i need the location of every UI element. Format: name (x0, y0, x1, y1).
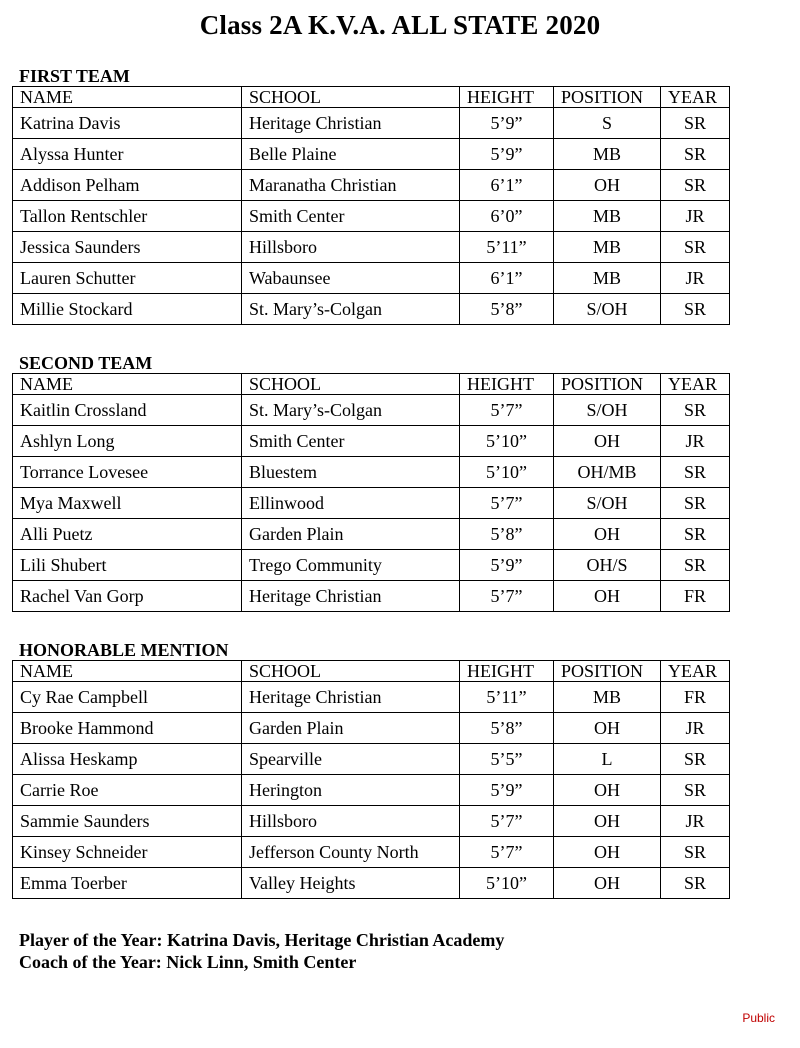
cell-position: S/OH (554, 395, 661, 426)
cell-year: FR (661, 682, 730, 713)
cell-name: Cy Rae Campbell (13, 682, 242, 713)
cell-name: Ashlyn Long (13, 426, 242, 457)
column-header-school: SCHOOL (242, 661, 460, 682)
column-header-name: NAME (13, 374, 242, 395)
second-team-section (12, 353, 729, 612)
cell-school: Trego Community (242, 550, 460, 581)
cell-name: Lauren Schutter (13, 263, 242, 294)
column-header-height: HEIGHT (460, 661, 554, 682)
cell-school: Hillsboro (242, 806, 460, 837)
cell-height: 5’7” (460, 806, 554, 837)
cell-year: FR (661, 581, 730, 612)
table-row (13, 550, 730, 581)
cell-year: SR (661, 395, 730, 426)
cell-name: Sammie Saunders (13, 806, 242, 837)
cell-position: MB (554, 201, 661, 232)
cell-school: Ellinwood (242, 488, 460, 519)
cell-year: SR (661, 519, 730, 550)
table-header-row (13, 374, 730, 395)
column-header-school: SCHOOL (242, 374, 460, 395)
cell-year: SR (661, 744, 730, 775)
cell-year: SR (661, 837, 730, 868)
table-row (13, 581, 730, 612)
cell-school: Jefferson County North (242, 837, 460, 868)
column-header-position: POSITION (554, 374, 661, 395)
player-of-year: Player of the Year: Katrina Davis, Heritage Christian Academy (19, 930, 505, 950)
cell-position: OH/MB (554, 457, 661, 488)
column-header-name: NAME (13, 661, 242, 682)
cell-position: S/OH (554, 294, 661, 325)
cell-position: OH (554, 581, 661, 612)
cell-school: Smith Center (242, 201, 460, 232)
cell-height: 5’9” (460, 550, 554, 581)
cell-school: Smith Center (242, 426, 460, 457)
cell-name: Brooke Hammond (13, 713, 242, 744)
table-row (13, 201, 730, 232)
first-team-table (12, 86, 730, 325)
cell-name: Alli Puetz (13, 519, 242, 550)
table-row (13, 488, 730, 519)
cell-height: 5’5” (460, 744, 554, 775)
honorable-mention-section (12, 640, 729, 899)
cell-name: Mya Maxwell (13, 488, 242, 519)
cell-year: SR (661, 108, 730, 139)
cell-height: 5’9” (460, 775, 554, 806)
cell-name: Alissa Heskamp (13, 744, 242, 775)
cell-year: SR (661, 139, 730, 170)
cell-height: 6’1” (460, 170, 554, 201)
cell-position: MB (554, 682, 661, 713)
cell-position: OH (554, 519, 661, 550)
cell-school: Garden Plain (242, 713, 460, 744)
cell-year: SR (661, 775, 730, 806)
second-team-table (12, 373, 730, 612)
section-heading: SECOND TEAM (19, 353, 153, 373)
cell-school: Wabaunsee (242, 263, 460, 294)
cell-height: 5’10” (460, 426, 554, 457)
roster-body (13, 661, 730, 899)
cell-school: Heritage Christian (242, 108, 460, 139)
table-row (13, 395, 730, 426)
cell-height: 6’0” (460, 201, 554, 232)
cell-height: 5’10” (460, 868, 554, 899)
cell-height: 5’7” (460, 837, 554, 868)
cell-height: 5’8” (460, 519, 554, 550)
cell-school: Spearville (242, 744, 460, 775)
cell-height: 5’10” (460, 457, 554, 488)
table-row (13, 263, 730, 294)
cell-height: 5’11” (460, 682, 554, 713)
cell-year: JR (661, 713, 730, 744)
cell-year: JR (661, 806, 730, 837)
cell-name: Katrina Davis (13, 108, 242, 139)
cell-height: 5’9” (460, 139, 554, 170)
column-header-name: NAME (13, 87, 242, 108)
column-header-position: POSITION (554, 661, 661, 682)
cell-name: Jessica Saunders (13, 232, 242, 263)
cell-name: Carrie Roe (13, 775, 242, 806)
table-row (13, 457, 730, 488)
cell-position: MB (554, 232, 661, 263)
table-row (13, 806, 730, 837)
cell-height: 5’7” (460, 395, 554, 426)
cell-position: S/OH (554, 488, 661, 519)
cell-year: SR (661, 488, 730, 519)
table-header-row (13, 87, 730, 108)
cell-position: OH/S (554, 550, 661, 581)
cell-name: Lili Shubert (13, 550, 242, 581)
cell-school: Valley Heights (242, 868, 460, 899)
table-header-row (13, 661, 730, 682)
cell-name: Addison Pelham (13, 170, 242, 201)
cell-year: JR (661, 201, 730, 232)
column-header-year: YEAR (661, 661, 730, 682)
cell-position: OH (554, 837, 661, 868)
cell-position: OH (554, 868, 661, 899)
table-row (13, 682, 730, 713)
column-header-height: HEIGHT (460, 87, 554, 108)
cell-height: 5’11” (460, 232, 554, 263)
column-header-year: YEAR (661, 87, 730, 108)
column-header-year: YEAR (661, 374, 730, 395)
cell-year: SR (661, 294, 730, 325)
table-row (13, 713, 730, 744)
cell-position: OH (554, 775, 661, 806)
cell-school: Garden Plain (242, 519, 460, 550)
cell-year: JR (661, 263, 730, 294)
table-row (13, 294, 730, 325)
roster-body (13, 87, 730, 325)
roster-body (13, 374, 730, 612)
cell-year: SR (661, 868, 730, 899)
table-row (13, 775, 730, 806)
column-header-position: POSITION (554, 87, 661, 108)
cell-name: Millie Stockard (13, 294, 242, 325)
cell-school: Herington (242, 775, 460, 806)
cell-school: Heritage Christian (242, 581, 460, 612)
cell-school: St. Mary’s-Colgan (242, 395, 460, 426)
table-row (13, 744, 730, 775)
first-team-section (12, 66, 729, 325)
cell-year: SR (661, 457, 730, 488)
cell-height: 5’7” (460, 581, 554, 612)
table-row (13, 170, 730, 201)
cell-height: 5’9” (460, 108, 554, 139)
cell-school: Hillsboro (242, 232, 460, 263)
cell-height: 5’7” (460, 488, 554, 519)
cell-name: Rachel Van Gorp (13, 581, 242, 612)
table-row (13, 837, 730, 868)
table-row (13, 426, 730, 457)
table-row (13, 232, 730, 263)
coach-of-year: Coach of the Year: Nick Linn, Smith Center (19, 952, 357, 972)
cell-year: SR (661, 550, 730, 581)
table-row (13, 868, 730, 899)
cell-height: 5’8” (460, 294, 554, 325)
cell-name: Torrance Lovesee (13, 457, 242, 488)
cell-position: OH (554, 426, 661, 457)
cell-year: SR (661, 232, 730, 263)
cell-position: OH (554, 713, 661, 744)
cell-position: OH (554, 806, 661, 837)
classification-label: Public (742, 1011, 775, 1025)
section-heading: FIRST TEAM (19, 66, 130, 86)
table-row (13, 519, 730, 550)
awards-footer (19, 929, 504, 973)
cell-name: Kaitlin Crossland (13, 395, 242, 426)
table-row (13, 139, 730, 170)
table-row (13, 108, 730, 139)
cell-position: L (554, 744, 661, 775)
page-title: Class 2A K.V.A. ALL STATE 2020 (199, 10, 601, 40)
cell-name: Tallon Rentschler (13, 201, 242, 232)
cell-position: OH (554, 170, 661, 201)
cell-height: 6’1” (460, 263, 554, 294)
cell-year: SR (661, 170, 730, 201)
cell-school: Belle Plaine (242, 139, 460, 170)
cell-name: Kinsey Schneider (13, 837, 242, 868)
cell-name: Emma Toerber (13, 868, 242, 899)
cell-school: Bluestem (242, 457, 460, 488)
cell-year: JR (661, 426, 730, 457)
cell-position: MB (554, 139, 661, 170)
cell-school: St. Mary’s-Colgan (242, 294, 460, 325)
cell-height: 5’8” (460, 713, 554, 744)
section-heading: HONORABLE MENTION (19, 640, 229, 660)
cell-position: S (554, 108, 661, 139)
column-header-school: SCHOOL (242, 87, 460, 108)
cell-name: Alyssa Hunter (13, 139, 242, 170)
honorable-mention-table (12, 660, 730, 899)
cell-position: MB (554, 263, 661, 294)
cell-school: Maranatha Christian (242, 170, 460, 201)
cell-school: Heritage Christian (242, 682, 460, 713)
column-header-height: HEIGHT (460, 374, 554, 395)
